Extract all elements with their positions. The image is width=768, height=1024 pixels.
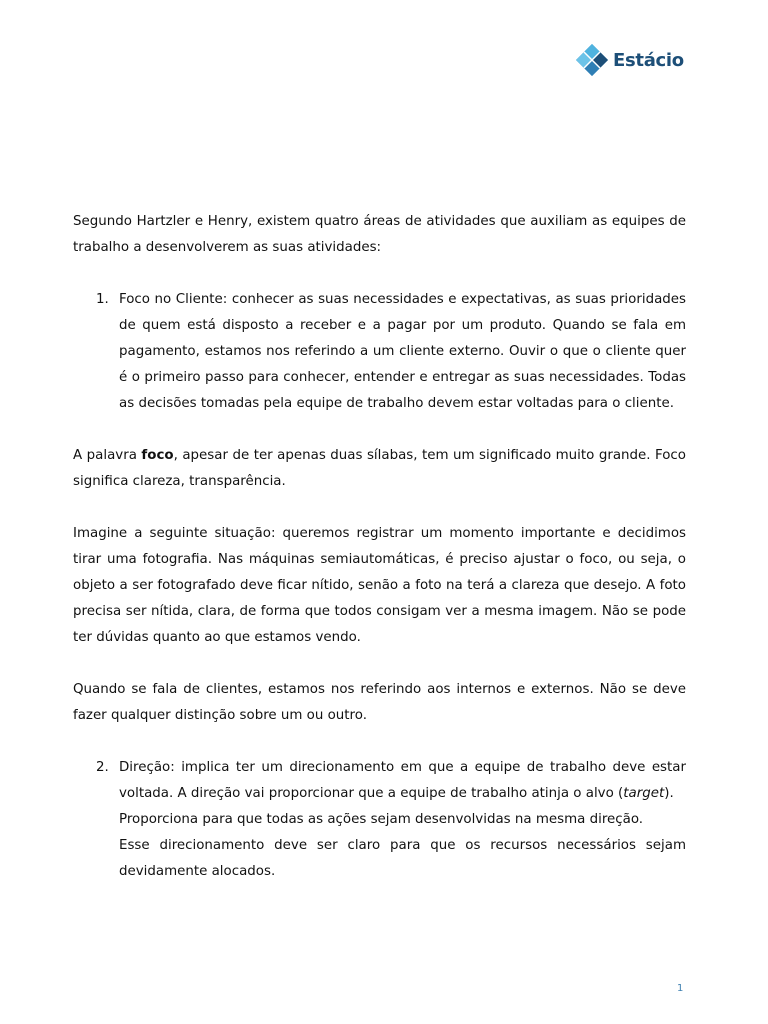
intro-paragraph: Segundo Hartzler e Henry, existem quatro áreas de atividades que auxiliam as equipes de trabalho a desenvolverem as suas atividades: [73, 214, 686, 255]
text-span: Direção: implica ter um direcionamento em que a equipe de trabalho deve estar voltada. A direção vai proporcionar que a equipe de trabalho atinja o alvo ( [119, 760, 686, 801]
foco-paragraph [73, 443, 686, 495]
bold-term: foco [141, 448, 174, 463]
imagine-paragraph: Imagine a seguinte situação: queremos registrar um momento importante e decidimos tirar uma fotografia. Nas máquinas semiautomáticas, é preciso ajustar o foco, ou seja, o objeto a ser fotografado deve ficar nítido, senão a foto na terá a clareza que desejo. A foto precisa ser nítida, clara, de forma que todos consigam ver a mesma imagem. Não se pode ter dúvidas quanto ao que estamos vendo. [73, 526, 686, 645]
clientes-paragraph: Quando se fala de clientes, estamos nos referindo aos internos e externos. Não se deve fazer qualquer distinção sobre um ou outro. [73, 682, 686, 723]
list-number: 1. [96, 292, 109, 307]
list-item-line: Proporciona para que todas as ações sejam desenvolvidas na mesma direção. [119, 812, 644, 827]
text-span: A palavra [73, 448, 142, 463]
list-item-line: Esse direcionamento deve ser claro para que os recursos necessários sejam devidamente alocados. [119, 838, 686, 879]
list-item-text: Foco no Cliente: conhecer as suas necessidades e expectativas, as suas prioridades de quem está disposto a receber e a pagar por um produto. Quando se fala em pagamento, estamos nos referindo a um cliente externo. Ouvir o que o cliente quer é o primeiro passo para conhecer, entender e entregar as suas necessidades. Todas as decisões tomadas pela equipe de trabalho devem estar voltadas para o cliente. [119, 292, 686, 411]
logo-wordmark: Estácio [613, 49, 684, 71]
estacio-logo [574, 42, 684, 78]
list-item-foco-no-cliente [73, 287, 686, 417]
list-item-direcao [73, 755, 686, 885]
italic-term: target [623, 786, 665, 801]
list-number: 2. [96, 760, 109, 775]
text-span: , apesar de ter apenas duas sílabas, tem um significado muito grande. Foco significa clareza, transparência. [73, 448, 686, 489]
estacio-diamond-logo-icon [574, 42, 610, 78]
list-item-text [119, 755, 686, 807]
document-body [73, 209, 686, 885]
text-span: ). [664, 786, 674, 801]
page-number: 1 [677, 983, 684, 994]
